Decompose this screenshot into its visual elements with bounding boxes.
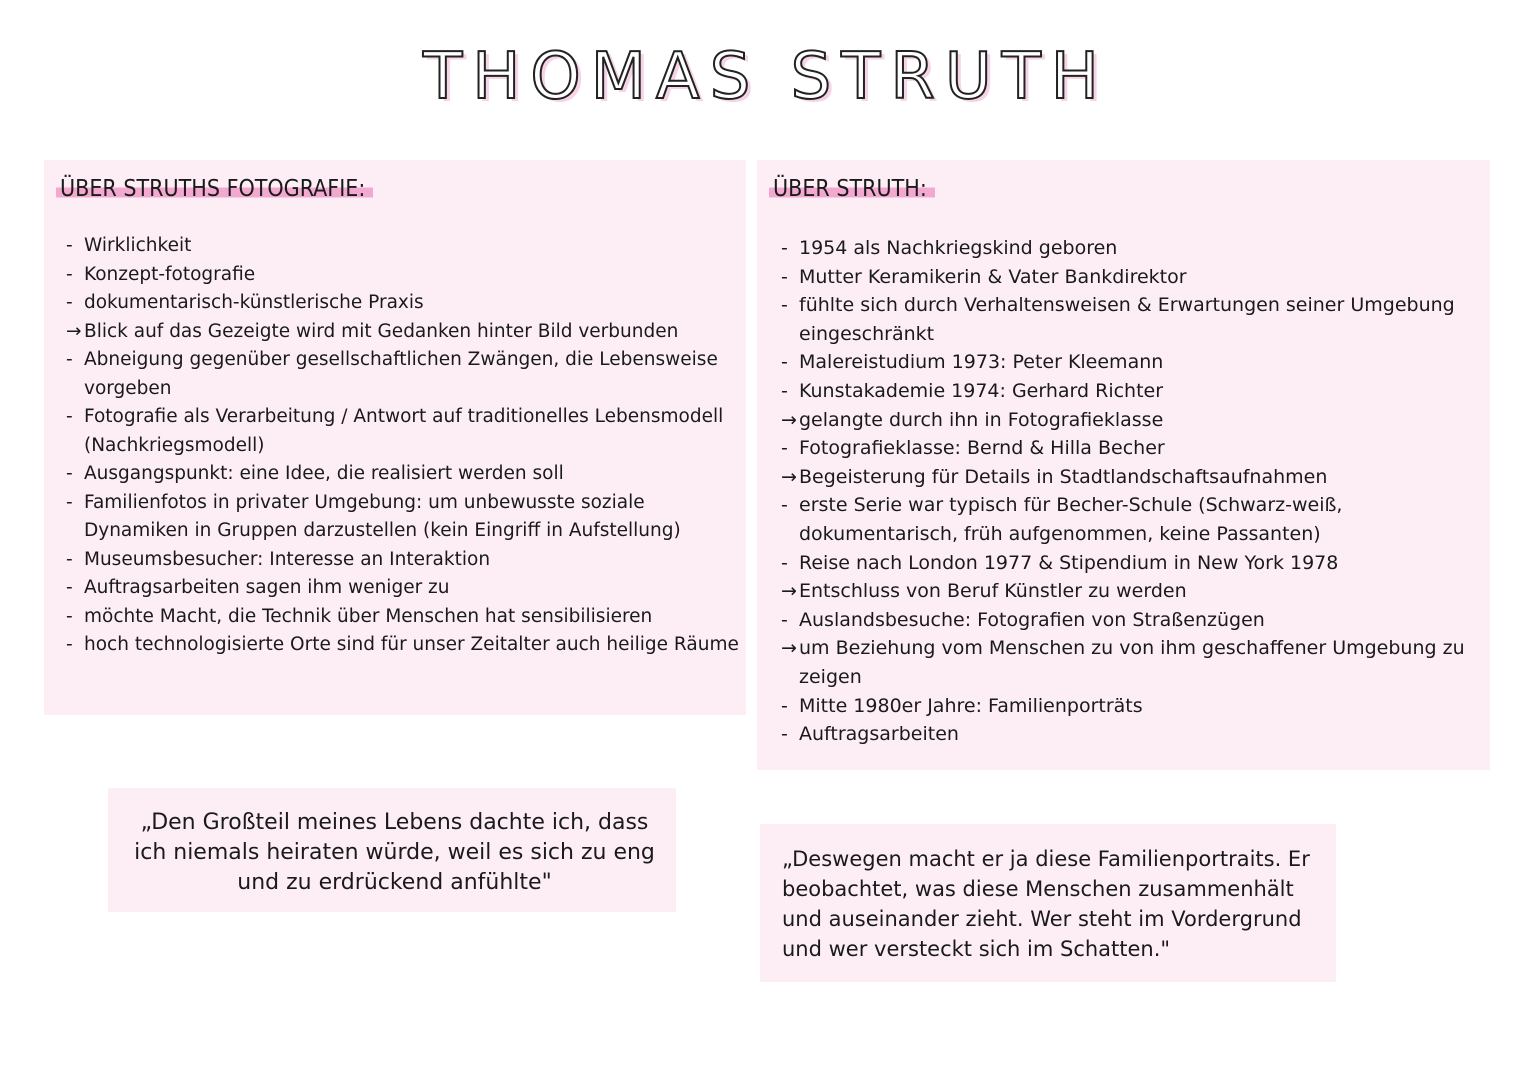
list-item bbox=[66, 546, 746, 575]
list-item bbox=[66, 574, 746, 603]
list-item-text: Reise nach London 1977 & Stipendium in New York 1978 bbox=[799, 551, 1339, 574]
list-item bbox=[781, 634, 1487, 691]
quote-box-family-portraits bbox=[760, 824, 1336, 982]
arrow-marker: → bbox=[781, 637, 797, 660]
list-item-text: gelangte durch ihn in Fotografieklasse bbox=[799, 408, 1164, 431]
biography-list bbox=[781, 234, 1487, 749]
list-item-text: um Beziehung vom Menschen zu von ihm geschaffener Umgebung zu zeigen bbox=[799, 637, 1465, 688]
list-item bbox=[781, 263, 1487, 292]
biography-panel bbox=[757, 160, 1490, 770]
list-item-text: 1954 als Nachkriegskind geboren bbox=[799, 237, 1118, 259]
bullet-marker: - bbox=[781, 437, 788, 460]
list-item-text: Fotografieklasse: Bernd & Hilla Becher bbox=[799, 437, 1165, 460]
list-item-text: möchte Macht, die Technik über Menschen hat sensibilisieren bbox=[84, 605, 653, 627]
arrow-marker: → bbox=[781, 465, 797, 488]
bullet-marker: - bbox=[781, 551, 788, 574]
list-item bbox=[781, 348, 1487, 377]
list-item bbox=[781, 463, 1487, 492]
list-item bbox=[781, 692, 1487, 721]
list-item bbox=[66, 603, 746, 632]
list-item bbox=[66, 460, 746, 489]
list-item-text: Kunstakademie 1974: Gerhard Richter bbox=[799, 379, 1164, 402]
bullet-marker: - bbox=[66, 605, 73, 627]
bullet-marker: - bbox=[66, 491, 73, 513]
list-item-text: Fotografie als Verarbeitung / Antwort auf traditionelles Lebensmodell (Nachkriegsmodell) bbox=[84, 406, 724, 456]
list-item bbox=[781, 406, 1487, 435]
list-item-text: Entschluss von Beruf Künstler zu werden bbox=[799, 580, 1187, 603]
list-item-text: dokumentarisch-künstlerische Praxis bbox=[84, 292, 424, 313]
bullet-marker: - bbox=[781, 608, 788, 631]
bullet-marker: - bbox=[66, 235, 73, 256]
bullet-marker: - bbox=[781, 494, 788, 517]
quote-text: „Den Großteil meines Lebens dachte ich, dass ich niemals heiraten würde, weil es sich zu eng und zu erdrückend anfühlte" bbox=[134, 810, 655, 895]
list-item bbox=[66, 318, 746, 347]
arrow-marker: → bbox=[66, 320, 82, 342]
list-item-text: Museumsbesucher: Interesse an Interaktion bbox=[84, 548, 491, 570]
list-item bbox=[781, 234, 1487, 263]
quote-text: „Deswegen macht er ja diese Familienportraits. Er beobachtet, was diese Menschen zusammenhält und auseinander zieht. Wer steht im Vordergrund und wer versteckt sich im Schatten." bbox=[782, 847, 1310, 961]
list-item-text: Abneigung gegenüber gesellschaftlichen Zwängen, die Lebensweise vorgeben bbox=[84, 349, 718, 399]
list-item-text: fühlte sich durch Verhaltensweisen & Erwartungen seiner Umgebung eingeschränkt bbox=[799, 294, 1455, 345]
list-item-text: Konzept-fotografie bbox=[84, 263, 256, 285]
bullet-marker: - bbox=[781, 351, 788, 374]
bullet-marker: - bbox=[781, 294, 788, 317]
bullet-marker: - bbox=[66, 292, 73, 313]
bullet-marker: - bbox=[781, 694, 788, 717]
bullet-marker: - bbox=[781, 723, 788, 746]
list-item bbox=[781, 720, 1487, 749]
list-item-text: Mutter Keramikerin & Vater Bankdirektor bbox=[799, 265, 1187, 288]
bullet-marker: - bbox=[66, 349, 73, 370]
arrow-marker: → bbox=[781, 580, 797, 603]
list-item bbox=[66, 289, 746, 318]
list-item-text: Ausgangspunkt: eine Idee, die realisiert werden soll bbox=[84, 463, 564, 484]
bullet-marker: - bbox=[66, 463, 73, 484]
list-item-text: Mitte 1980er Jahre: Familienporträts bbox=[799, 694, 1143, 717]
bullet-marker: - bbox=[66, 406, 73, 427]
bullet-marker: - bbox=[66, 263, 73, 285]
list-item-text: Blick auf das Gezeigte wird mit Gedanken hinter Bild verbunden bbox=[84, 320, 679, 342]
list-item-text: erste Serie war typisch für Becher-Schule (Schwarz-weiß, dokumentarisch, früh aufgenommen, keine Passanten) bbox=[799, 494, 1343, 545]
list-item bbox=[781, 549, 1487, 578]
list-item-text: Auftragsarbeiten sagen ihm weniger zu bbox=[84, 577, 450, 598]
list-item bbox=[66, 403, 746, 460]
list-item-text: Wirklichkeit bbox=[84, 235, 192, 256]
list-item-text: Begeisterung für Details in Stadtlandschaftsaufnahmen bbox=[799, 465, 1328, 488]
page-title: THOMAS STRUTH bbox=[423, 40, 1109, 114]
list-item bbox=[66, 232, 746, 261]
photography-heading: ÜBER STRUTHS FOTOGRAFIE: bbox=[56, 174, 373, 204]
list-item bbox=[781, 606, 1487, 635]
list-item bbox=[66, 631, 746, 660]
bullet-marker: - bbox=[66, 634, 73, 655]
list-item-text: Auftragsarbeiten bbox=[799, 723, 959, 746]
list-item-text: Malereistudium 1973: Peter Kleemann bbox=[799, 351, 1164, 374]
list-item bbox=[66, 346, 746, 403]
list-item-text: Auslandsbesuche: Fotografien von Straßenzügen bbox=[799, 608, 1265, 631]
list-item-text: Familienfotos in privater Umgebung: um unbewusste soziale Dynamiken in Gruppen darzustellen (kein Eingriff in Aufstellung) bbox=[84, 491, 681, 541]
list-item bbox=[66, 261, 746, 290]
bullet-marker: - bbox=[781, 379, 788, 402]
list-item bbox=[781, 291, 1487, 348]
arrow-marker: → bbox=[781, 408, 797, 431]
bullet-marker: - bbox=[781, 237, 788, 259]
list-item bbox=[781, 377, 1487, 406]
photography-list bbox=[66, 232, 746, 660]
list-item bbox=[781, 434, 1487, 463]
bullet-marker: - bbox=[781, 265, 788, 288]
photography-panel bbox=[44, 160, 746, 715]
bullet-marker: - bbox=[66, 548, 73, 570]
list-item-text: hoch technologisierte Orte sind für unser Zeitalter auch heilige Räume bbox=[84, 634, 739, 655]
quote-box-marriage bbox=[108, 788, 676, 912]
list-item bbox=[781, 577, 1487, 606]
biography-heading: ÜBER STRUTH: bbox=[769, 174, 935, 204]
list-item bbox=[781, 491, 1487, 548]
bullet-marker: - bbox=[66, 577, 73, 598]
list-item bbox=[66, 489, 746, 546]
